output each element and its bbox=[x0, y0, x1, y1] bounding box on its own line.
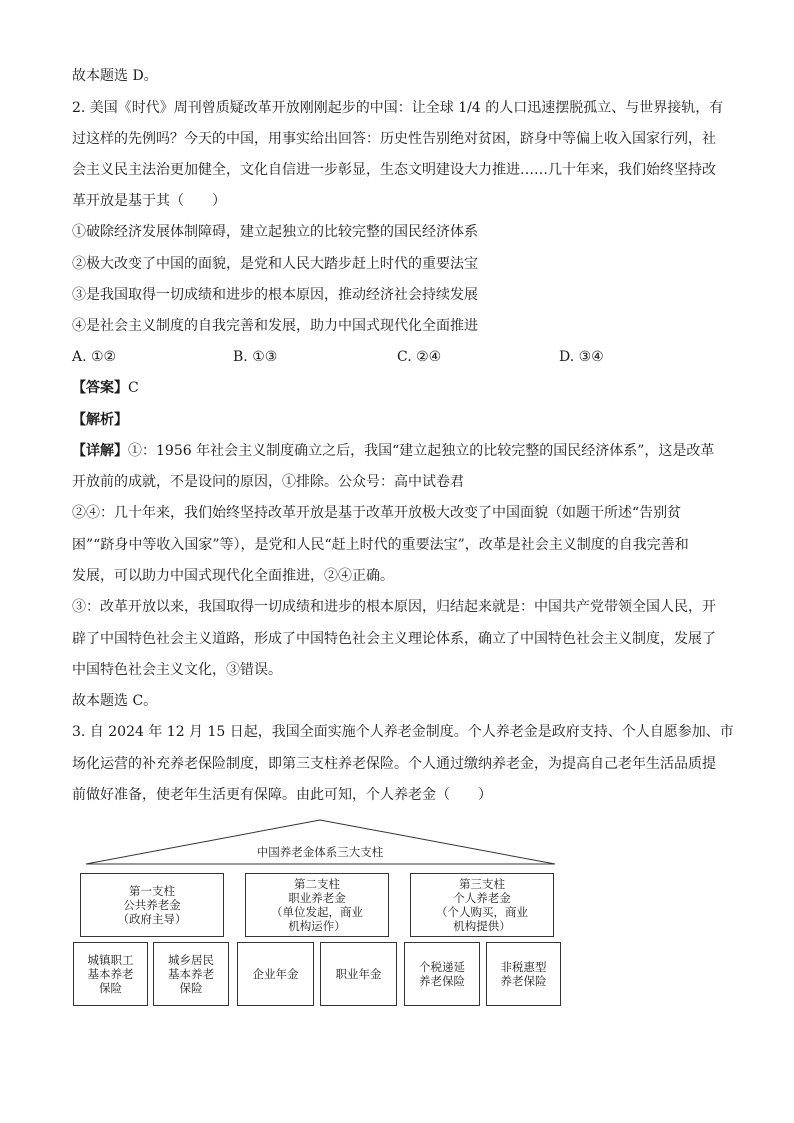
statement-1: ①破除经济发展体制障碍，建立起独立的比较完整的国民经济体系 bbox=[72, 224, 478, 240]
detail-line-5: 发展，可以助力中国式现代化全面推进，②④正确。 bbox=[72, 568, 394, 584]
answer-conclusion: 故本题选 C。 bbox=[72, 693, 158, 709]
option-c: C. ②④ bbox=[397, 349, 442, 365]
options-row bbox=[72, 347, 672, 367]
item-enterprise-annuity: 企业年金 bbox=[237, 942, 314, 1006]
detail-line-3: ②④：几十年来，我们始终坚持改革开放是基于改革开放极大改变了中国面貌（如题干所述“告别贫 bbox=[72, 505, 682, 521]
pillar-2-box: 第二支柱 职业养老金 （单位发起，商业 机构运作） bbox=[245, 873, 389, 937]
answer-value: C bbox=[128, 380, 139, 396]
pension-pillars-diagram bbox=[70, 818, 570, 1013]
statement-3: ③是我国取得一切成绩和进步的根本原因，推动经济社会持续发展 bbox=[72, 287, 478, 303]
pillar-1-box: 第一支柱 公共养老金 （政府主导） bbox=[80, 873, 224, 937]
item-urban-rural-resident-pension: 城乡居民 基本养老 保险 bbox=[153, 942, 229, 1006]
detail-line-4: 困”“跻身中等收入国家”等），是党和人民“赶上时代的重要法宝”，改革是社会主义制度的自我完善和 bbox=[72, 537, 689, 553]
detail-tag: 【详解】 bbox=[72, 443, 128, 459]
detail-text-1: ①：1956 年社会主义制度确立之后，我国“建立起独立的比较完整的国民经济体系”，这是改革 bbox=[128, 443, 715, 459]
answer-line bbox=[72, 378, 139, 398]
question-2-stem-line-2: 过这样的先例吗？今天的中国，用事实给出回答：历史性告别绝对贫困，跻身中等偏上收入国家行列，社 bbox=[72, 131, 716, 147]
detail-line-8: 中国特色社会主义文化，③错误。 bbox=[72, 662, 282, 678]
option-a: A. ①② bbox=[72, 349, 117, 365]
answer-tag: 【答案】 bbox=[72, 380, 128, 396]
statement-4: ④是社会主义制度的自我完善和发展，助力中国式现代化全面推进 bbox=[72, 318, 478, 334]
analysis-tag: 【解析】 bbox=[72, 412, 128, 428]
question-2-stem-line-3: 会主义民主法治更加健全，文化自信进一步彰显，生态文明建设大力推进……几十年来，我们始终坚持改 bbox=[72, 162, 716, 178]
detail-line-1 bbox=[72, 441, 714, 461]
item-non-tax-incentive-pension: 非税惠型 养老保险 bbox=[486, 942, 561, 1006]
question-3-stem-line-2: 场化运营的补充养老保险制度，即第三支柱养老保险。个人通过缴纳养老金，为提高自己老年生活品质提 bbox=[72, 756, 716, 772]
question-3-stem-line-3: 前做好准备，使老年生活更有保障。由此可知，个人养老金（ ） bbox=[72, 787, 492, 803]
question-3-stem-line-1: 3. 自 2024 年 12 月 15 日起，我国全面实施个人养老金制度。个人养老金是政府支持、个人自愿参加、市 bbox=[72, 724, 734, 740]
pillar-3-box: 第三支柱 个人养老金 （个人购买，商业 机构提供） bbox=[410, 873, 554, 937]
detail-line-6: ③：改革开放以来，我国取得一切成绩和进步的根本原因，归结起来就是：中国共产党带领全国人民，开 bbox=[72, 599, 716, 615]
item-occupational-annuity: 职业年金 bbox=[320, 942, 397, 1006]
detail-line-7: 辟了中国特色社会主义道路，形成了中国特色社会主义理论体系，确立了中国特色社会主义制度，发展了 bbox=[72, 631, 716, 647]
prev-answer-conclusion: 故本题选 D。 bbox=[72, 68, 158, 84]
analysis-line bbox=[72, 410, 128, 430]
option-d: D. ③④ bbox=[559, 349, 604, 365]
question-2-stem-line-1: 2. 美国《时代》周刊曾质疑改革开放刚刚起步的中国：让全球 1/4 的人口迅速摆脱孤立、与世界接轨，有 bbox=[72, 100, 724, 116]
statement-2: ②极大改变了中国的面貌，是党和人民大踏步赶上时代的重要法宝 bbox=[72, 256, 478, 272]
question-2-stem-line-4: 革开放是基于其（ ） bbox=[72, 193, 226, 209]
item-tax-deferred-pension: 个税递延 养老保险 bbox=[404, 942, 480, 1006]
option-b: B. ①③ bbox=[233, 349, 278, 365]
item-urban-employee-pension: 城镇职工 基本养老 保险 bbox=[73, 942, 148, 1006]
diagram-title: 中国养老金体系三大支柱 bbox=[256, 845, 384, 859]
detail-line-2: 开放前的成就，不是设问的原因，①排除。公众号：高中试卷君 bbox=[72, 474, 464, 490]
